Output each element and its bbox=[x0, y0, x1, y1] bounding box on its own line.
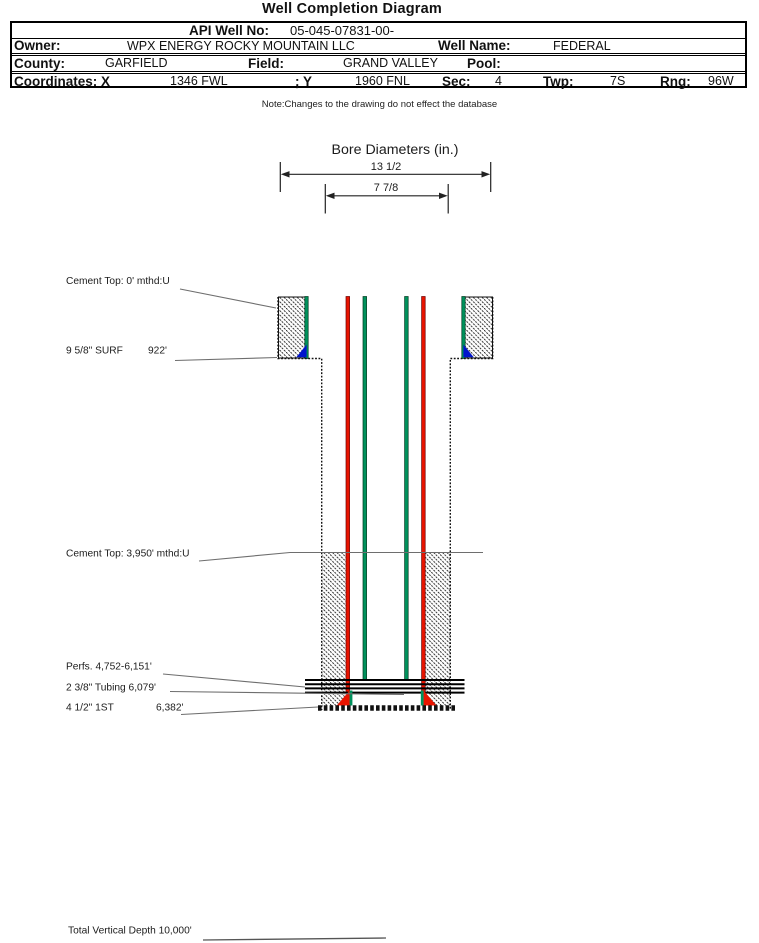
borehole-wall-left bbox=[278, 297, 322, 710]
sec-label: Sec: bbox=[442, 74, 471, 89]
casing-tail-right bbox=[421, 691, 424, 706]
outer-bore-arrowhead-left bbox=[281, 171, 290, 177]
field-label: Field: bbox=[248, 56, 284, 71]
coord-y-label: ; Y bbox=[295, 74, 313, 89]
tubing-label: 2 3/8" Tubing 6,079' bbox=[66, 682, 156, 694]
surface-casing-label: 9 5/8" SURF bbox=[66, 345, 123, 357]
coord-y-value: 1960 FNL bbox=[355, 74, 410, 88]
surface-casing-depth: 922' bbox=[148, 345, 167, 357]
borehole-wall-right bbox=[450, 297, 492, 710]
api-label: API Well No: bbox=[188, 23, 269, 38]
production-casing-right bbox=[422, 297, 426, 693]
casing-tail-left bbox=[349, 691, 352, 706]
owner-label: Owner: bbox=[14, 38, 61, 53]
inner-bore-value: 7 7/8 bbox=[373, 182, 399, 194]
cement-top-surface-leader bbox=[180, 289, 276, 308]
outer-bore-value: 13 1/2 bbox=[370, 161, 402, 173]
api-value: 05-045-07831-00- bbox=[290, 23, 395, 38]
coordinates-label: Coordinates: X bbox=[14, 74, 111, 89]
rng-label: Rng: bbox=[660, 74, 691, 89]
twp-label: Twp: bbox=[543, 74, 574, 89]
cement-top-surface-label: Cement Top: 0' mthd:U bbox=[66, 276, 170, 287]
field-value: GRAND VALLEY bbox=[343, 56, 438, 70]
production-cement-left bbox=[322, 552, 346, 706]
outer-bore-arrowhead-right bbox=[482, 171, 491, 177]
twp-value: 7S bbox=[610, 74, 626, 88]
perforations-label: Perfs. 4,752-6,151' bbox=[66, 661, 152, 673]
production-casing-label: 4 1/2" 1ST bbox=[66, 702, 114, 714]
pool-label: Pool: bbox=[467, 56, 501, 71]
inner-bore-arrowhead-right bbox=[439, 193, 448, 199]
cement-top-production-label: Cement Top: 3,950' mthd:U bbox=[66, 548, 190, 560]
production-cement-right bbox=[425, 552, 450, 706]
total-depth-label: Total Vertical Depth 10,000' bbox=[68, 925, 192, 937]
page-title: Well Completion Diagram bbox=[262, 1, 442, 17]
coord-x-value: 1346 FWL bbox=[170, 74, 228, 88]
owner-value: WPX ENERGY ROCKY MOUNTAIN LLC bbox=[127, 39, 355, 53]
rng-value: 96W bbox=[708, 74, 734, 88]
sec-value: 4 bbox=[495, 74, 502, 88]
note-text: Note:Changes to the drawing do not effect the database bbox=[261, 99, 498, 110]
surface-casing-leader bbox=[175, 358, 277, 361]
bore-diameters-title: Bore Diameters (in.) bbox=[331, 142, 459, 158]
production-casing-left bbox=[346, 297, 350, 693]
county-value: GARFIELD bbox=[105, 56, 168, 70]
inner-bore-arrowhead-left bbox=[326, 193, 335, 199]
tubing-left bbox=[363, 297, 367, 681]
county-label: County: bbox=[14, 56, 65, 71]
production-casing-leader bbox=[181, 707, 318, 715]
well-name-label: Well Name: bbox=[438, 38, 511, 53]
total-depth-leader bbox=[203, 938, 386, 940]
tubing-right bbox=[405, 297, 409, 681]
perforations-leader bbox=[163, 674, 305, 687]
well-name-value: FEDERAL bbox=[553, 39, 611, 53]
production-casing-depth: 6,382' bbox=[156, 702, 184, 714]
surface-cement-right bbox=[463, 297, 493, 358]
